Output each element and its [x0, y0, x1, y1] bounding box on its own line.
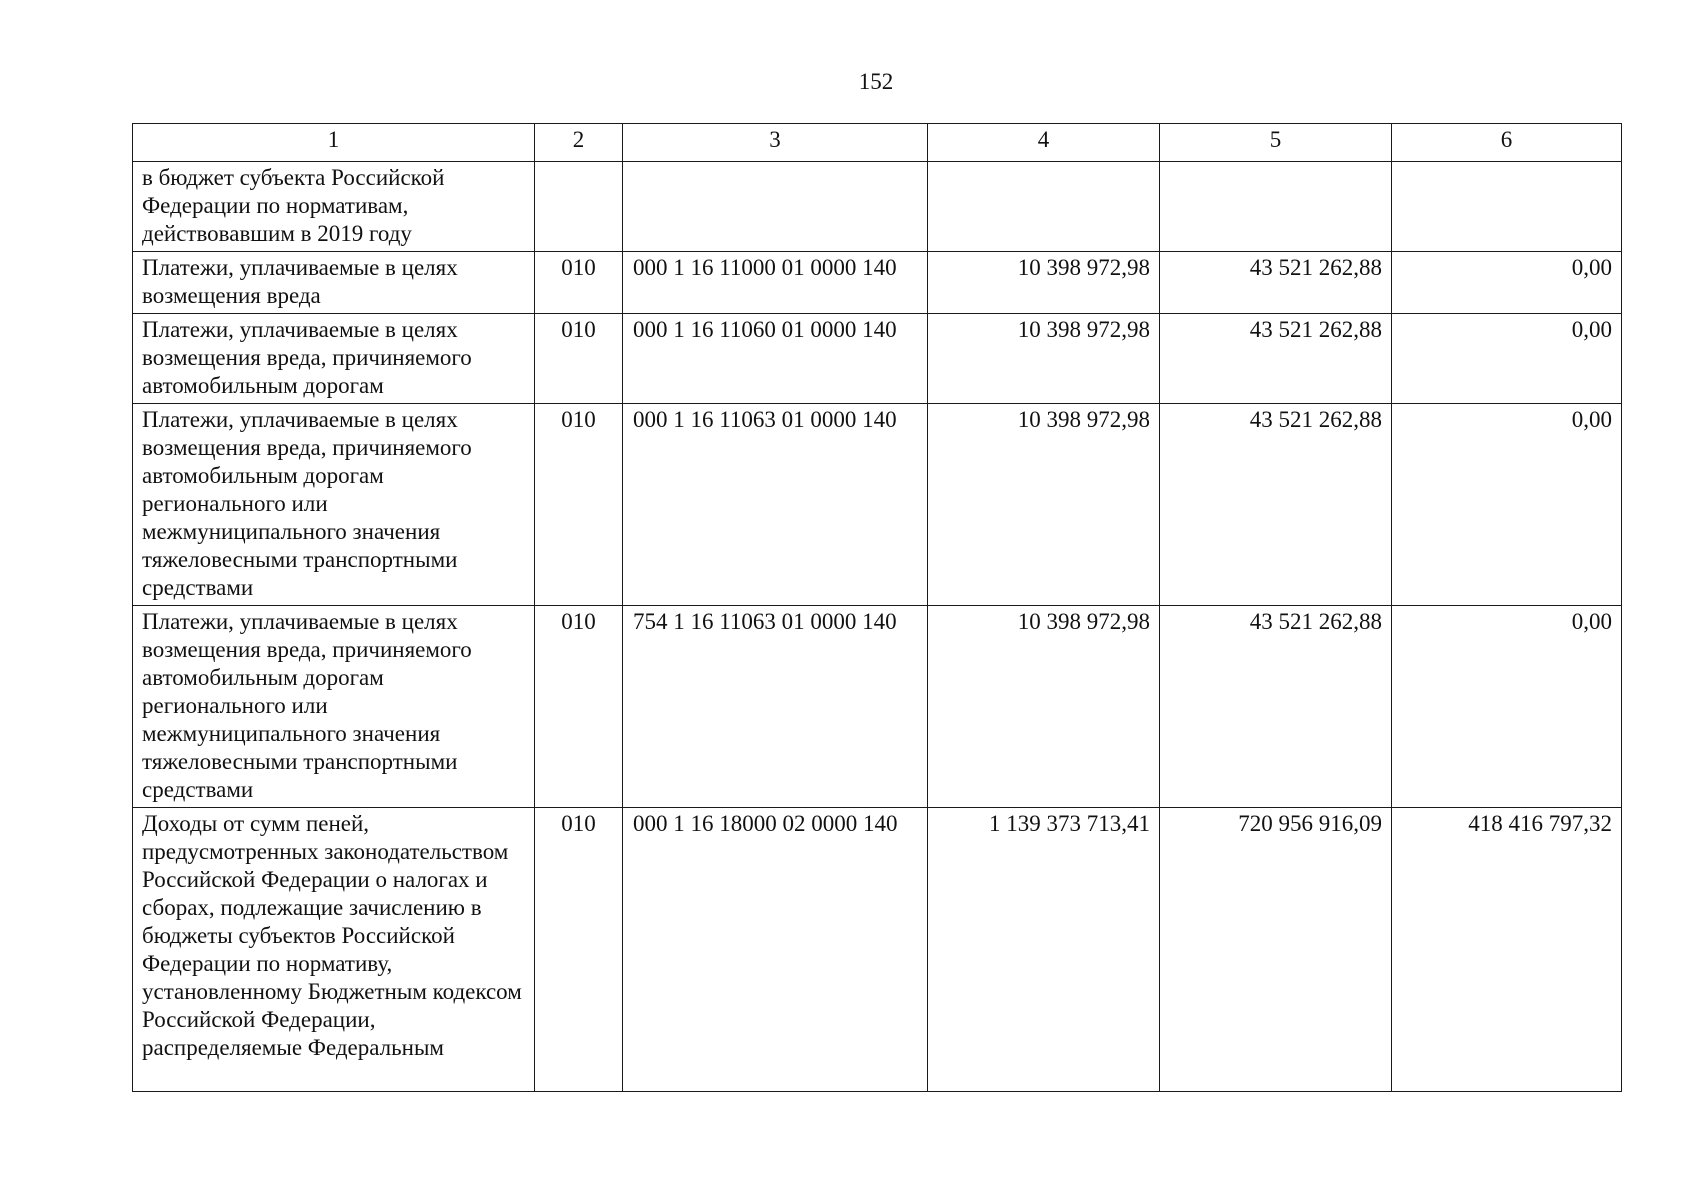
row-code-cell: 010	[535, 252, 623, 314]
page-number: 152	[858, 69, 894, 94]
table-row	[133, 808, 1622, 1092]
row-name-cell: в бюджет субъекта Российской Федерации по нормативам, действовавшим в 2019 году	[133, 162, 535, 252]
row-code-cell: 010	[535, 606, 623, 808]
revenue-table	[132, 123, 1622, 1092]
row-col5-cell: 43 521 262,88	[1160, 252, 1392, 314]
row-name-cell: Платежи, уплачиваемые в целях возмещения вреда, причиняемого автомобильным дорогам регионального или межмуниципального значения тяжеловесными транспортными средствами	[133, 606, 535, 808]
table-row	[133, 606, 1622, 808]
row-name-cell: Платежи, уплачиваемые в целях возмещения вреда, причиняемого автомобильным дорогам регионального или межмуниципального значения тяжеловесными транспортными средствами	[133, 404, 535, 606]
row-col4-cell: 10 398 972,98	[928, 314, 1160, 404]
row-col5-cell: 43 521 262,88	[1160, 404, 1392, 606]
header-cell-3: 3	[623, 124, 928, 162]
row-col5-cell: 43 521 262,88	[1160, 314, 1392, 404]
row-name-cell: Платежи, уплачиваемые в целях возмещения вреда, причиняемого автомобильным дорогам	[133, 314, 535, 404]
header-cell-4: 4	[928, 124, 1160, 162]
row-kbk-cell: 000 1 16 18000 02 0000 140	[623, 808, 928, 1092]
row-kbk-cell	[623, 162, 928, 252]
row-col5-cell: 43 521 262,88	[1160, 606, 1392, 808]
row-col6-cell: 0,00	[1392, 404, 1622, 606]
header-cell-2: 2	[535, 124, 623, 162]
table-header-row	[133, 124, 1622, 162]
row-col6-cell: 0,00	[1392, 314, 1622, 404]
table-row	[133, 404, 1622, 606]
row-code-cell: 010	[535, 404, 623, 606]
header-cell-6: 6	[1392, 124, 1622, 162]
row-col5-cell: 720 956 916,09	[1160, 808, 1392, 1092]
header-cell-1: 1	[133, 124, 535, 162]
row-col6-cell: 0,00	[1392, 606, 1622, 808]
row-code-cell: 010	[535, 808, 623, 1092]
row-code-cell	[535, 162, 623, 252]
row-kbk-cell: 000 1 16 11060 01 0000 140	[623, 314, 928, 404]
row-col6-cell	[1392, 162, 1622, 252]
row-col6-cell: 418 416 797,32	[1392, 808, 1622, 1092]
row-kbk-cell: 000 1 16 11063 01 0000 140	[623, 404, 928, 606]
row-col4-cell: 10 398 972,98	[928, 606, 1160, 808]
header-cell-5: 5	[1160, 124, 1392, 162]
row-name-cell: Платежи, уплачиваемые в целях возмещения вреда	[133, 252, 535, 314]
row-col4-cell: 10 398 972,98	[928, 252, 1160, 314]
row-kbk-cell: 000 1 16 11000 01 0000 140	[623, 252, 928, 314]
table-row	[133, 252, 1622, 314]
row-col4-cell: 1 139 373 713,41	[928, 808, 1160, 1092]
row-code-cell: 010	[535, 314, 623, 404]
row-kbk-cell: 754 1 16 11063 01 0000 140	[623, 606, 928, 808]
row-name-cell: Доходы от сумм пеней, предусмотренных законодательством Российской Федерации о налогах и сборах, подлежащие зачислению в бюджеты субъектов Российской Федерации по нормативу, установленному Бюджетным кодексом Российской Федерации, распределяемые Федеральным	[133, 808, 535, 1092]
row-col4-cell	[928, 162, 1160, 252]
table-row	[133, 314, 1622, 404]
row-col6-cell: 0,00	[1392, 252, 1622, 314]
table-row	[133, 162, 1622, 252]
row-col4-cell: 10 398 972,98	[928, 404, 1160, 606]
row-col5-cell	[1160, 162, 1392, 252]
